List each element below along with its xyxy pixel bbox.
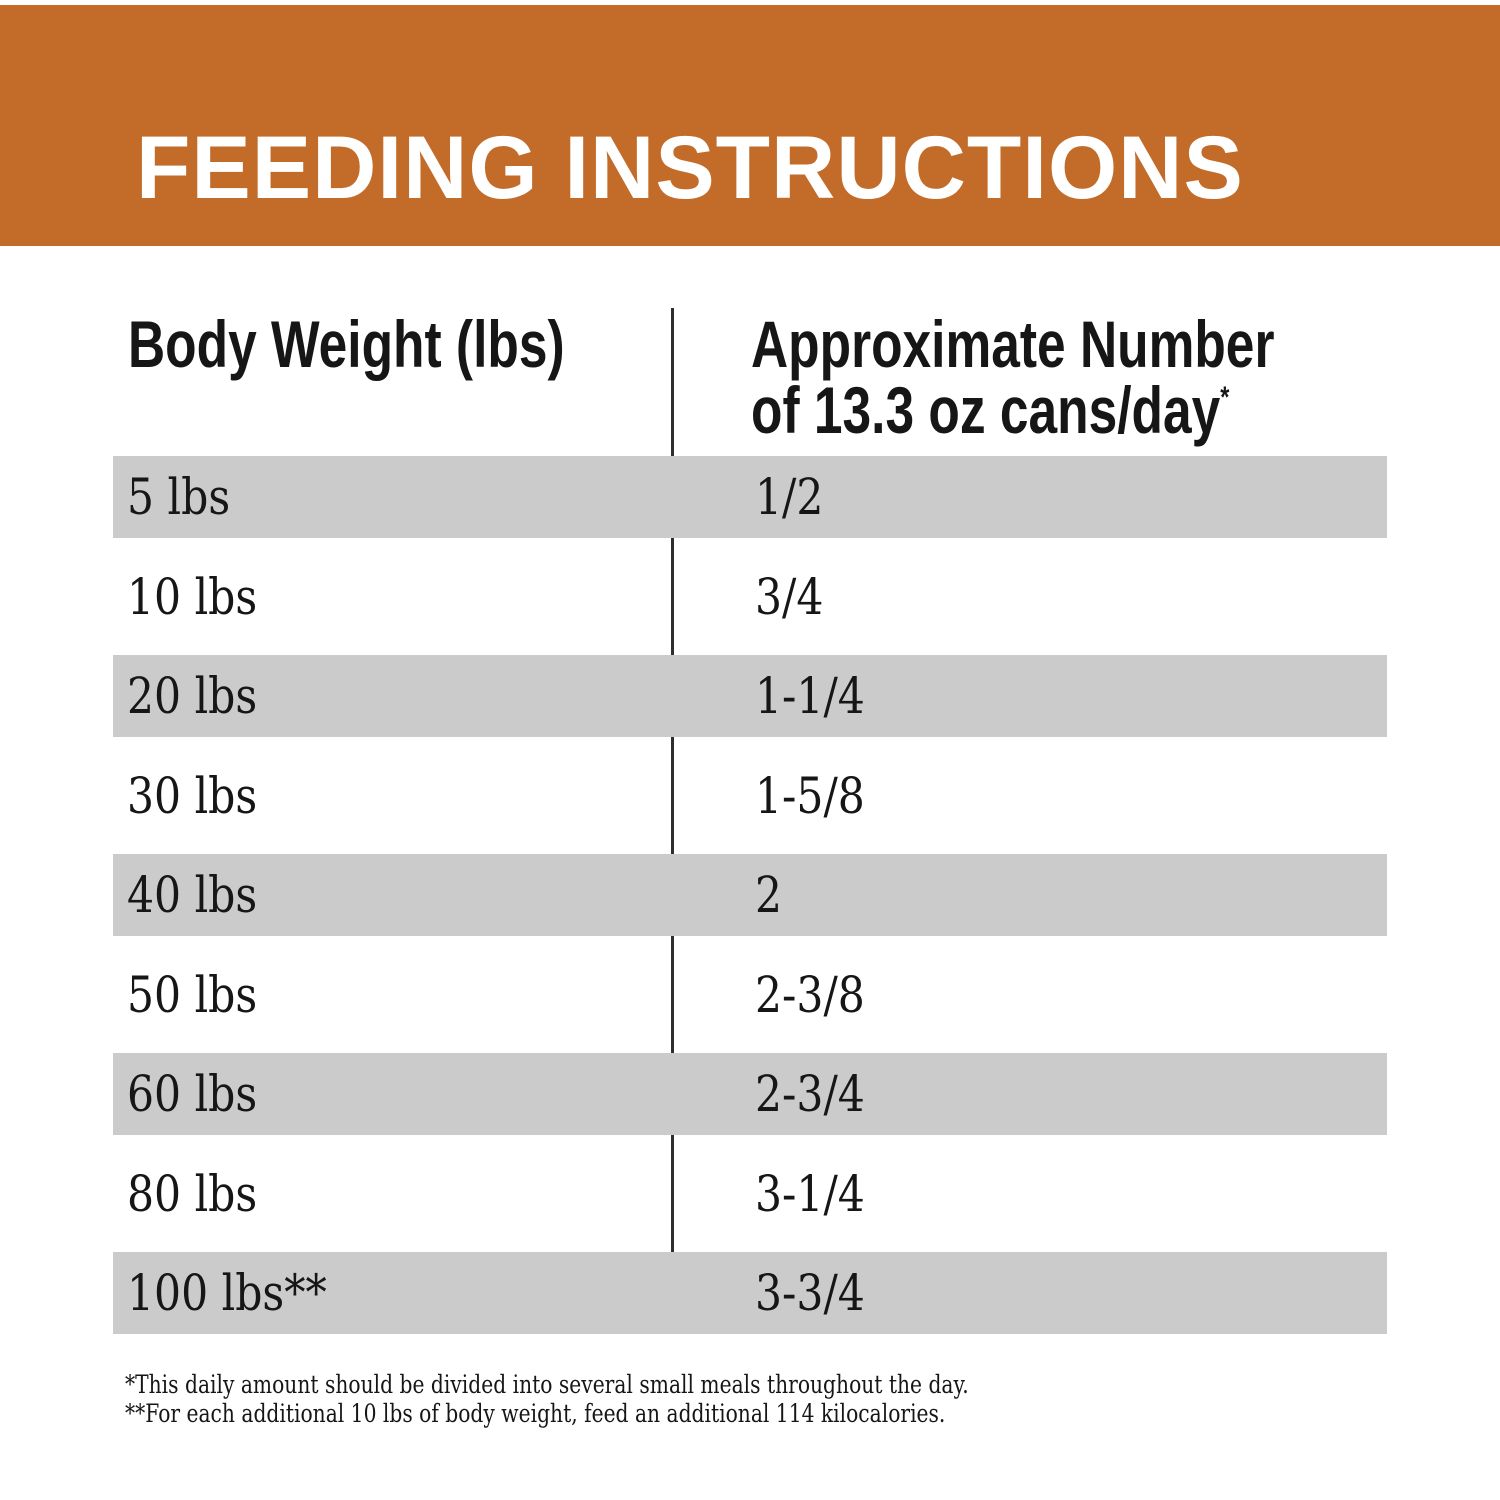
body-weight-cell: 20 lbs	[127, 667, 258, 725]
cans-per-day-cell: 2-3/8	[755, 965, 865, 1024]
body-weight-cell: 30 lbs	[127, 766, 258, 825]
column-header-cans-per-day	[751, 307, 1422, 457]
cans-per-day-cell: 1-1/4	[755, 667, 865, 725]
cans-per-day-cell: 1-5/8	[755, 766, 865, 825]
column-header-body-weight-label: Body Weight (lbs)	[128, 307, 565, 381]
table-row	[113, 936, 1387, 1053]
table-row	[113, 854, 1387, 936]
body-weight-cell: 5 lbs	[127, 468, 231, 526]
footnotes	[125, 1370, 1167, 1428]
cans-per-day-cell: 1/2	[755, 468, 824, 526]
cans-per-day-cell: 2	[755, 866, 783, 924]
table-row	[113, 737, 1387, 854]
cans-per-day-cell: 3-1/4	[755, 1164, 865, 1223]
table-row	[113, 538, 1387, 655]
body-weight-cell: 40 lbs	[127, 866, 258, 924]
column-header-body-weight	[128, 307, 688, 381]
table-row	[113, 1053, 1387, 1135]
body-weight-cell: 80 lbs	[127, 1164, 258, 1223]
column-header-cans-line1: Approximate Number	[751, 307, 1275, 381]
footnote-additional-weight: **For each additional 10 lbs of body weight, feed an additional 114 kilocalories.	[125, 1399, 946, 1428]
footnote-daily-amount: *This daily amount should be divided into several small meals throughout the day.	[125, 1370, 969, 1399]
table-row	[113, 456, 1387, 538]
cans-per-day-cell: 3-3/4	[755, 1264, 865, 1322]
table-row	[113, 1252, 1387, 1334]
body-weight-cell: 100 lbs**	[127, 1264, 327, 1322]
footnote-marker-superscript: *	[1220, 381, 1230, 414]
page-title: FEEDING INSTRUCTIONS	[136, 117, 1244, 217]
body-weight-cell: 10 lbs	[127, 567, 258, 626]
body-weight-cell: 50 lbs	[127, 965, 258, 1024]
table-body	[113, 456, 1387, 1334]
table-row	[113, 655, 1387, 737]
cans-per-day-cell: 2-3/4	[755, 1065, 865, 1123]
column-header-cans-line2: of 13.3 oz cans/day	[751, 373, 1221, 447]
body-weight-cell: 60 lbs	[127, 1065, 258, 1123]
header-banner	[0, 5, 1500, 246]
cans-per-day-cell: 3/4	[755, 567, 824, 626]
table-row	[113, 1135, 1387, 1252]
column-header-cans-line2-wrap	[751, 373, 1274, 457]
